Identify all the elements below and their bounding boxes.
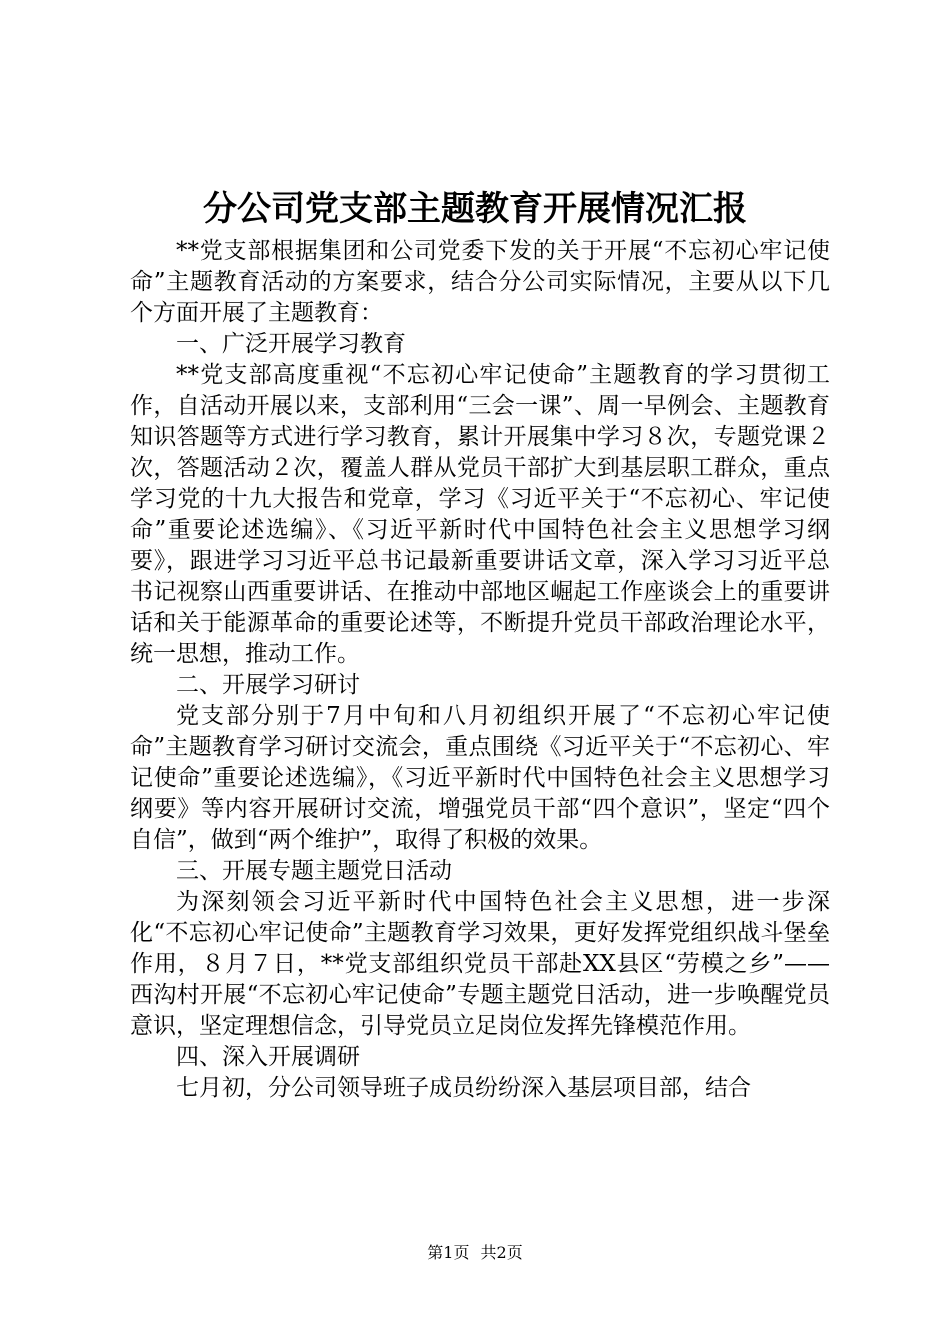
page-total: 共2页 xyxy=(480,1243,523,1262)
document-title: 分公司党支部主题教育开展情况汇报 xyxy=(203,189,747,229)
section-heading-2: 二、开展学习研讨 xyxy=(176,672,360,698)
section-paragraph-3: 为深刻领会习近平新时代中国特色社会主义思想，进一步深化“不忘初心牢记使命”主题教育学习效果，更好发挥党组织战斗堡垒作用，８月７日，**党支部组织党员干部赴XX县区“劳模之乡”——西沟村开展“不忘初心牢记使命”专题主题党日活动，进一步唤醒党员意识，坚定理想信念，引导党员立足岗位发挥先锋模范作用。 xyxy=(130,889,830,1039)
intro-paragraph: **党支部根据集团和公司党委下发的关于开展“不忘初心牢记使命”主题教育活动的方案要求，结合分公司实际情况，主要从以下几个方面开展了主题教育： xyxy=(130,238,830,326)
page-footer xyxy=(0,1240,950,1263)
section-heading-4: 四、深入开展调研 xyxy=(176,1044,360,1070)
section-paragraph-1: **党支部高度重视“不忘初心牢记使命”主题教育的学习贯彻工作，自活动开展以来，支部利用“三会一课”、周一早例会、主题教育知识答题等方式进行学习教育，累计开展集中学习８次，专题党课２次，答题活动２次，覆盖人群从党员干部扩大到基层职工群众，重点学习党的十九大报告和党章，学习《习近平关于“不忘初心、牢记使命”重要论述选编》、《习近平新时代中国特色社会主义思想学习纲要》，跟进学习习近平总书记最新重要讲话文章，深入学习习近平总书记视察山西重要讲话、在推动中部地区崛起工作座谈会上的重要讲话和关于能源革命的重要论述等，不断提升党员干部政治理论水平，统一思想，推动工作。 xyxy=(130,362,830,667)
section-heading-3: 三、开展专题主题党日活动 xyxy=(176,858,452,884)
section-heading-1: 一、广泛开展学习教育 xyxy=(176,331,406,357)
section-paragraph-4: 七月初，分公司领导班子成员纷纷深入基层项目部，结合 xyxy=(176,1075,751,1101)
document-body xyxy=(130,236,830,1104)
page-number: 第1页 xyxy=(427,1243,470,1262)
section-paragraph-2: 党支部分别于7月中旬和八月初组织开展了“不忘初心牢记使命”主题教育学习研讨交流会，重点围绕《习近平关于“不忘初心、牢记使命”重要论述选编》，《习近平新时代中国特色社会主义思想学习纲要》等内容开展研讨交流，增强党员干部“四个意识”，坚定“四个自信”，做到“两个维护”，取得了积极的效果。 xyxy=(130,703,830,853)
